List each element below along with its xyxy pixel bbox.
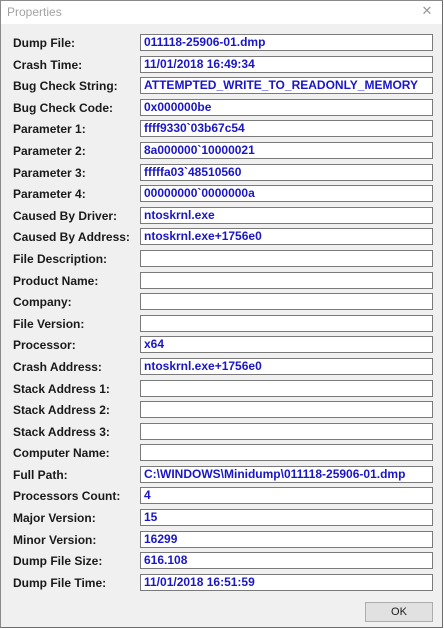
property-row-caused-by-address: [1, 227, 442, 249]
property-row-product-name: [1, 271, 442, 293]
property-label-full-path: Full Path:: [13, 467, 68, 482]
property-label-bug-check-string: Bug Check String:: [13, 79, 118, 94]
property-label-minor-version: Minor Version:: [13, 532, 97, 547]
property-field-product-name[interactable]: [140, 272, 433, 289]
property-row-bug-check-code: [1, 98, 442, 120]
property-row-minor-version: [1, 530, 442, 552]
property-label-crash-address: Crash Address:: [13, 359, 102, 374]
property-row-file-version: [1, 314, 442, 336]
property-label-parameter-3: Parameter 3:: [13, 165, 86, 180]
property-field-crash-time[interactable]: 11/01/2018 16:49:34: [140, 56, 433, 73]
close-icon[interactable]: ✕: [421, 4, 433, 19]
property-row-parameter-2: [1, 141, 442, 163]
property-field-processors-count[interactable]: 4: [140, 487, 433, 504]
property-label-stack-address-3: Stack Address 3:: [13, 424, 110, 439]
dialog-content: [1, 24, 442, 627]
property-field-company[interactable]: [140, 293, 433, 310]
property-row-company: [1, 292, 442, 314]
property-row-processor: [1, 335, 442, 357]
property-field-bug-check-code[interactable]: 0x000000be: [140, 99, 433, 116]
property-field-parameter-3[interactable]: fffffa03`48510560: [140, 164, 433, 181]
property-row-crash-time: [1, 55, 442, 77]
property-field-parameter-1[interactable]: ffff9330`03b67c54: [140, 120, 433, 137]
property-row-full-path: [1, 465, 442, 487]
property-row-dump-file-time: [1, 573, 442, 595]
property-label-dump-file-size: Dump File Size:: [13, 554, 103, 569]
property-row-parameter-1: [1, 119, 442, 141]
property-label-processors-count: Processors Count:: [13, 489, 121, 504]
property-row-crash-address: [1, 357, 442, 379]
property-field-caused-by-address[interactable]: ntoskrnl.exe+1756e0: [140, 228, 433, 245]
property-label-dump-file-time: Dump File Time:: [13, 575, 107, 590]
property-field-dump-file-size[interactable]: 616.108: [140, 552, 433, 569]
property-label-computer-name: Computer Name:: [13, 446, 110, 461]
property-row-dump-file: [1, 33, 442, 55]
property-label-caused-by-address: Caused By Address:: [13, 230, 130, 245]
property-label-parameter-4: Parameter 4:: [13, 187, 86, 202]
property-field-dump-file[interactable]: 011118-25906-01.dmp: [140, 34, 433, 51]
property-label-major-version: Major Version:: [13, 511, 96, 526]
property-field-file-description[interactable]: [140, 250, 433, 267]
property-row-computer-name: [1, 443, 442, 465]
property-row-parameter-4: [1, 184, 442, 206]
property-row-parameter-3: [1, 163, 442, 185]
property-field-stack-address-2[interactable]: [140, 401, 433, 418]
property-label-dump-file: Dump File:: [13, 36, 75, 50]
property-field-major-version[interactable]: 15: [140, 509, 433, 526]
property-label-parameter-2: Parameter 2:: [13, 143, 86, 158]
ok-button[interactable]: OK: [365, 602, 433, 622]
property-field-caused-by-driver[interactable]: ntoskrnl.exe: [140, 207, 433, 224]
property-label-caused-by-driver: Caused By Driver:: [13, 208, 118, 223]
property-label-crash-time: Crash Time:: [13, 57, 83, 72]
property-row-dump-file-size: [1, 551, 442, 573]
property-row-major-version: [1, 508, 442, 530]
property-field-processor[interactable]: x64: [140, 336, 433, 353]
property-field-crash-address[interactable]: ntoskrnl.exe+1756e0: [140, 358, 433, 375]
property-field-bug-check-string[interactable]: ATTEMPTED_WRITE_TO_READONLY_MEMORY: [140, 77, 433, 94]
property-field-stack-address-3[interactable]: [140, 423, 433, 440]
property-label-file-description: File Description:: [13, 251, 108, 266]
property-row-bug-check-string: [1, 76, 442, 98]
property-label-product-name: Product Name:: [13, 273, 99, 288]
property-field-full-path[interactable]: C:\WINDOWS\Minidump\011118-25906-01.dmp: [140, 466, 433, 483]
property-label-parameter-1: Parameter 1:: [13, 122, 86, 137]
properties-list: [1, 33, 442, 594]
property-field-parameter-2[interactable]: 8a000000`10000021: [140, 142, 433, 159]
property-label-processor: Processor:: [13, 338, 76, 353]
property-field-computer-name[interactable]: [140, 444, 433, 461]
property-field-parameter-4[interactable]: 00000000`0000000a: [140, 185, 433, 202]
property-label-stack-address-1: Stack Address 1:: [13, 381, 110, 396]
property-row-caused-by-driver: [1, 206, 442, 228]
property-label-bug-check-code: Bug Check Code:: [13, 100, 114, 115]
property-row-file-description: [1, 249, 442, 271]
property-row-stack-address-1: [1, 379, 442, 401]
title-bar[interactable]: [1, 1, 442, 24]
property-field-file-version[interactable]: [140, 315, 433, 332]
property-label-file-version: File Version:: [13, 316, 85, 331]
property-label-stack-address-2: Stack Address 2:: [13, 403, 110, 418]
property-field-stack-address-1[interactable]: [140, 380, 433, 397]
window-title: Properties: [7, 5, 62, 19]
property-row-stack-address-3: [1, 422, 442, 444]
property-field-minor-version[interactable]: 16299: [140, 531, 433, 548]
property-label-company: Company:: [13, 295, 72, 310]
property-field-dump-file-time[interactable]: 11/01/2018 16:51:59: [140, 574, 433, 591]
property-row-stack-address-2: [1, 400, 442, 422]
property-row-processors-count: [1, 486, 442, 508]
